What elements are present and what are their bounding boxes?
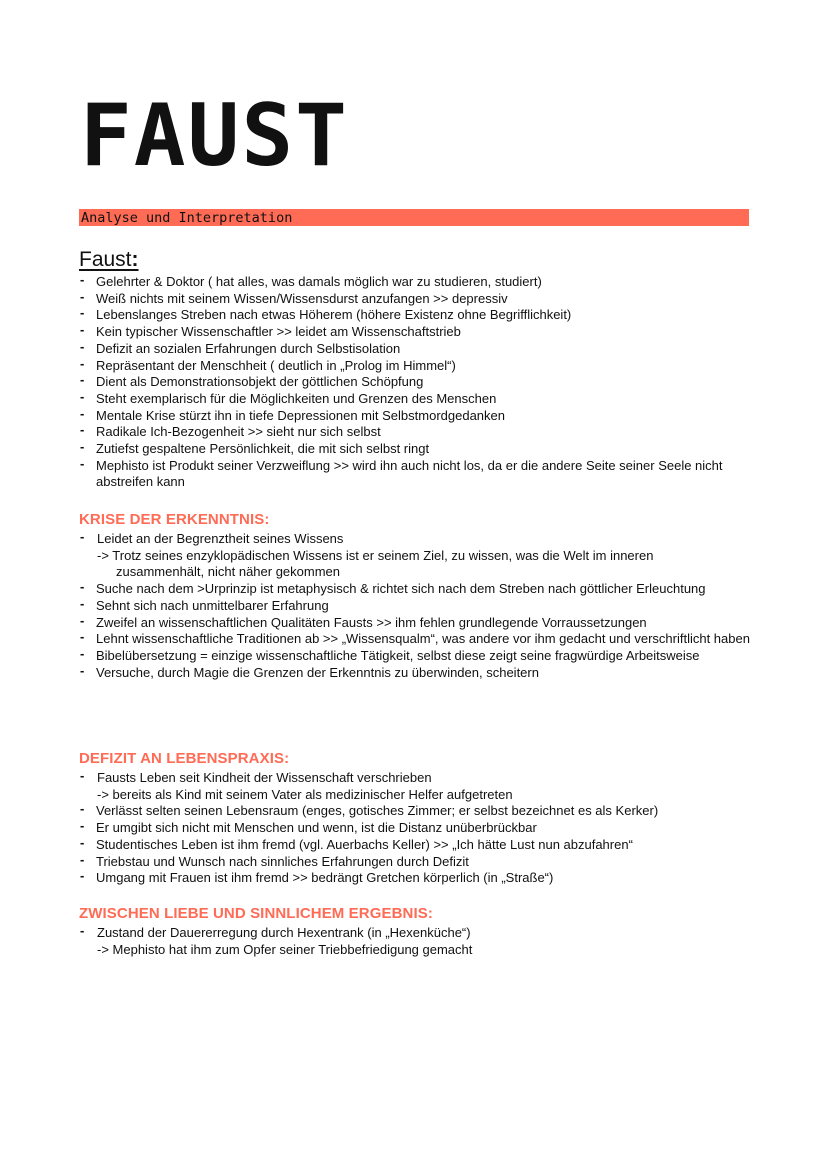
list-item: - Versuche, durch Magie die Grenzen der Erkenntnis zu überwinden, scheitern — [79, 665, 769, 682]
list-item: - Zutiefst gespaltene Persönlichkeit, die mit sich selbst ringt — [79, 441, 769, 458]
list-item: - Lehnt wissenschaftliche Traditionen ab >> „Wissensqualm“, was andere vor ihm gedacht und verschriftlicht haben — [79, 631, 769, 648]
defizit-list — [79, 770, 769, 887]
faust-section — [79, 248, 769, 491]
list-item: - Dient als Demonstrationsobjekt der göttlichen Schöpfung — [79, 374, 769, 391]
page-title: FAUST — [80, 86, 349, 186]
list-item: - Gelehrter & Doktor ( hat alles, was damals möglich war zu studieren, studiert) — [79, 274, 769, 291]
list-item: - Studentisches Leben ist ihm fremd (vgl. Auerbachs Keller) >> „Ich hätte Lust nun abzufahren“ — [79, 837, 769, 854]
krise-list — [79, 531, 769, 681]
list-item-text: - Zustand der Dauererregung durch Hexentrank (in „Hexenküche“) — [97, 925, 471, 940]
list-item — [79, 925, 769, 958]
faust-heading — [79, 248, 769, 272]
list-item: - Er umgibt sich nicht mit Menschen und wenn, ist die Distanz unüberbrückbar — [79, 820, 769, 837]
list-item: - Triebstau und Wunsch nach sinnliches Erfahrungen durch Defizit — [79, 854, 769, 871]
list-item: - Radikale Ich-Bezogenheit >> sieht nur sich selbst — [79, 424, 769, 441]
list-item-subnote: -> Trotz seines enzyklopädischen Wissens ist er seinem Ziel, zu wissen, was die Welt im inneren — [97, 547, 654, 563]
list-item: - Weiß nichts mit seinem Wissen/Wissensdurst anzufangen >> depressiv — [79, 291, 769, 308]
list-item: - Umgang mit Frauen ist ihm fremd >> bedrängt Gretchen körperlich (in „Straße“) — [79, 870, 769, 887]
list-item: - Lebenslanges Streben nach etwas Höherem (höhere Existenz ohne Begrifflichkeit) — [79, 307, 769, 324]
zwischen-list — [79, 925, 769, 958]
list-item: - Mephisto ist Produkt seiner Verzweiflung >> wird ihn auch nicht los, da er die andere Seite seiner Seele nicht abstreifen kann — [79, 458, 769, 491]
defizit-heading: DEFIZIT AN LEBENSPRAXIS: — [79, 750, 290, 767]
defizit-section — [79, 750, 769, 887]
list-item: - Bibelübersetzung = einzige wissenschaftliche Tätigkeit, selbst diese zeigt seine fragwürdige Arbeitsweise — [79, 648, 769, 665]
list-item: - Sehnt sich nach unmittelbarer Erfahrung — [79, 598, 769, 615]
zwischen-section — [79, 905, 769, 958]
krise-section — [79, 511, 769, 681]
list-item: - Repräsentant der Menschheit ( deutlich in „Prolog im Himmel“) — [79, 358, 769, 375]
list-item: - Defizit an sozialen Erfahrungen durch Selbstisolation — [79, 341, 769, 358]
faust-list — [79, 274, 769, 491]
list-item: - Verlässt selten seinen Lebensraum (enges, gotisches Zimmer; er selbst bezeichnet es als Kerker) — [79, 803, 769, 820]
krise-heading: KRISE DER ERKENNTNIS: — [79, 511, 270, 528]
list-item: - Mentale Krise stürzt ihn in tiefe Depressionen mit Selbstmordgedanken — [79, 408, 769, 425]
list-item-text: - Fausts Leben seit Kindheit der Wissenschaft verschrieben — [97, 770, 432, 785]
list-item: - Steht exemplarisch für die Möglichkeiten und Grenzen des Menschen — [79, 391, 769, 408]
list-item: - Kein typischer Wissenschaftler >> leidet am Wissenschaftstrieb — [79, 324, 769, 341]
list-item — [79, 531, 769, 581]
list-item: - Suche nach dem >Urprinzip ist metaphysisch & richtet sich nach dem Streben nach göttlicher Erleuchtung — [79, 581, 769, 598]
subtitle: Analyse und Interpretation — [81, 210, 293, 226]
list-item-subnote: -> Mephisto hat ihm zum Opfer seiner Triebbefriedigung gemacht — [97, 941, 473, 957]
list-item-text: - Leidet an der Begrenztheit seines Wissens — [97, 531, 344, 546]
list-item-subnote: -> bereits als Kind mit seinem Vater als medizinischer Helfer aufgetreten — [97, 786, 513, 802]
list-item — [79, 770, 769, 803]
faust-heading-colon: : — [131, 248, 139, 271]
list-item-subnote-cont: zusammenhält, nicht näher gekommen — [116, 564, 341, 580]
subtitle-banner — [79, 209, 749, 226]
list-item: - Zweifel an wissenschaftlichen Qualitäten Fausts >> ihm fehlen grundlegende Vorraussetzungen — [79, 615, 769, 632]
faust-heading-text: Faust — [79, 248, 132, 271]
zwischen-heading: ZWISCHEN LIEBE UND SINNLICHEM ERGEBNIS: — [79, 905, 433, 922]
